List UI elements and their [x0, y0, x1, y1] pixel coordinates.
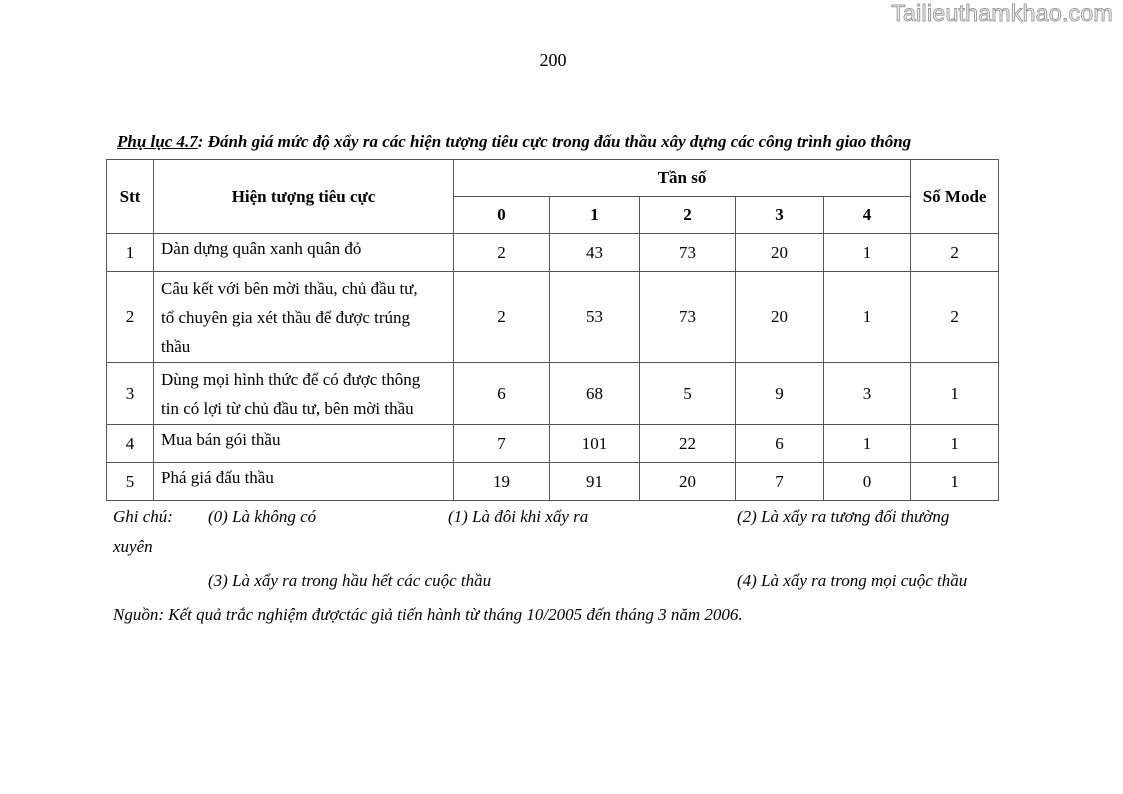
count-cell: 20	[736, 272, 824, 363]
count-cell: 73	[640, 272, 736, 363]
phenomenon-line: Dàn dựng quân xanh quân đỏ	[161, 239, 362, 258]
phenomenon-line: Mua bán gói thầu	[161, 430, 281, 449]
count-cell: 1	[824, 272, 911, 363]
count-cell: 19	[454, 463, 550, 501]
watermark-text: Tailieuthamkhao.com	[891, 0, 1113, 26]
phenomenon-line: Dùng mọi hình thức để có được thông	[161, 369, 421, 389]
row-stt: 4	[107, 425, 154, 463]
phenomenon-line: Phá giá đấu thầu	[161, 468, 274, 487]
row-mode: 2	[911, 272, 999, 363]
note-level-0: (0) Là không có	[208, 507, 317, 526]
table-row	[107, 425, 999, 463]
count-cell: 20	[736, 234, 824, 272]
row-phenomenon	[154, 272, 454, 363]
row-stt: 5	[107, 463, 154, 501]
count-cell: 6	[736, 425, 824, 463]
phenomenon-line: Câu kết với bên mời thầu, chủ đầu tư,	[161, 278, 418, 298]
row-mode: 1	[911, 425, 999, 463]
count-cell: 1	[824, 425, 911, 463]
row-mode: 1	[911, 463, 999, 501]
count-cell: 1	[824, 234, 911, 272]
row-mode: 1	[911, 363, 999, 425]
count-cell: 68	[550, 363, 640, 425]
page-number: 200	[539, 50, 567, 70]
note-level-4: (4) Là xẩy ra trong mọi cuộc thầu	[737, 571, 968, 590]
count-cell: 20	[640, 463, 736, 501]
header-mode: Số Mode	[911, 160, 999, 234]
header-frequency: Tần số	[454, 160, 911, 197]
negative-phenomena-table	[106, 159, 999, 501]
row-stt: 2	[107, 272, 154, 363]
header-level: 1	[550, 197, 640, 234]
caption-label: Phụ lục 4.7	[117, 132, 198, 151]
row-phenomenon	[154, 463, 454, 501]
table-row	[107, 363, 999, 425]
header-phenomenon: Hiện tượng tiêu cực	[154, 160, 454, 234]
phenomenon-line: thầu	[161, 336, 191, 356]
header-level: 3	[736, 197, 824, 234]
count-cell: 3	[824, 363, 911, 425]
table-row	[107, 272, 999, 363]
row-stt: 1	[107, 234, 154, 272]
count-cell: 9	[736, 363, 824, 425]
note-level-1: (1) Là đôi khi xẩy ra	[448, 507, 589, 526]
phenomenon-line: tổ chuyên gia xét thầu để được trúng	[161, 307, 411, 327]
count-cell: 6	[454, 363, 550, 425]
table-row	[107, 463, 999, 501]
table-caption	[117, 132, 1017, 152]
count-cell: 101	[550, 425, 640, 463]
header-level: 2	[640, 197, 736, 234]
count-cell: 2	[454, 234, 550, 272]
header-level: 0	[454, 197, 550, 234]
source-note: Nguồn: Kết quả trắc nghiệm đượctác giả tiến hành từ tháng 10/2005 đến tháng 3 năm 2006.	[113, 605, 743, 624]
header-level: 4	[824, 197, 911, 234]
count-cell: 53	[550, 272, 640, 363]
phenomenon-line: tin có lợi từ chủ đầu tư, bên mời thầu	[161, 398, 414, 418]
count-cell: 7	[736, 463, 824, 501]
row-phenomenon	[154, 234, 454, 272]
count-cell: 7	[454, 425, 550, 463]
note-level-2: (2) Là xẩy ra tương đối thường	[737, 507, 950, 526]
count-cell: 22	[640, 425, 736, 463]
table-row	[107, 234, 999, 272]
row-phenomenon	[154, 425, 454, 463]
count-cell: 5	[640, 363, 736, 425]
note-level-2-continued: xuyên	[113, 537, 153, 556]
count-cell: 0	[824, 463, 911, 501]
header-stt: Stt	[107, 160, 154, 234]
caption-text: : Đánh giá mức độ xẩy ra các hiện tượng tiêu cực trong đấu thầu xây dựng các công trình giao thông	[197, 132, 912, 151]
row-stt: 3	[107, 363, 154, 425]
row-phenomenon	[154, 363, 454, 425]
count-cell: 73	[640, 234, 736, 272]
count-cell: 91	[550, 463, 640, 501]
note-level-3: (3) Là xẩy ra trong hầu hết các cuộc thầu	[208, 571, 492, 590]
count-cell: 43	[550, 234, 640, 272]
count-cell: 2	[454, 272, 550, 363]
row-mode: 2	[911, 234, 999, 272]
notes-label: Ghi chú:	[113, 507, 173, 526]
